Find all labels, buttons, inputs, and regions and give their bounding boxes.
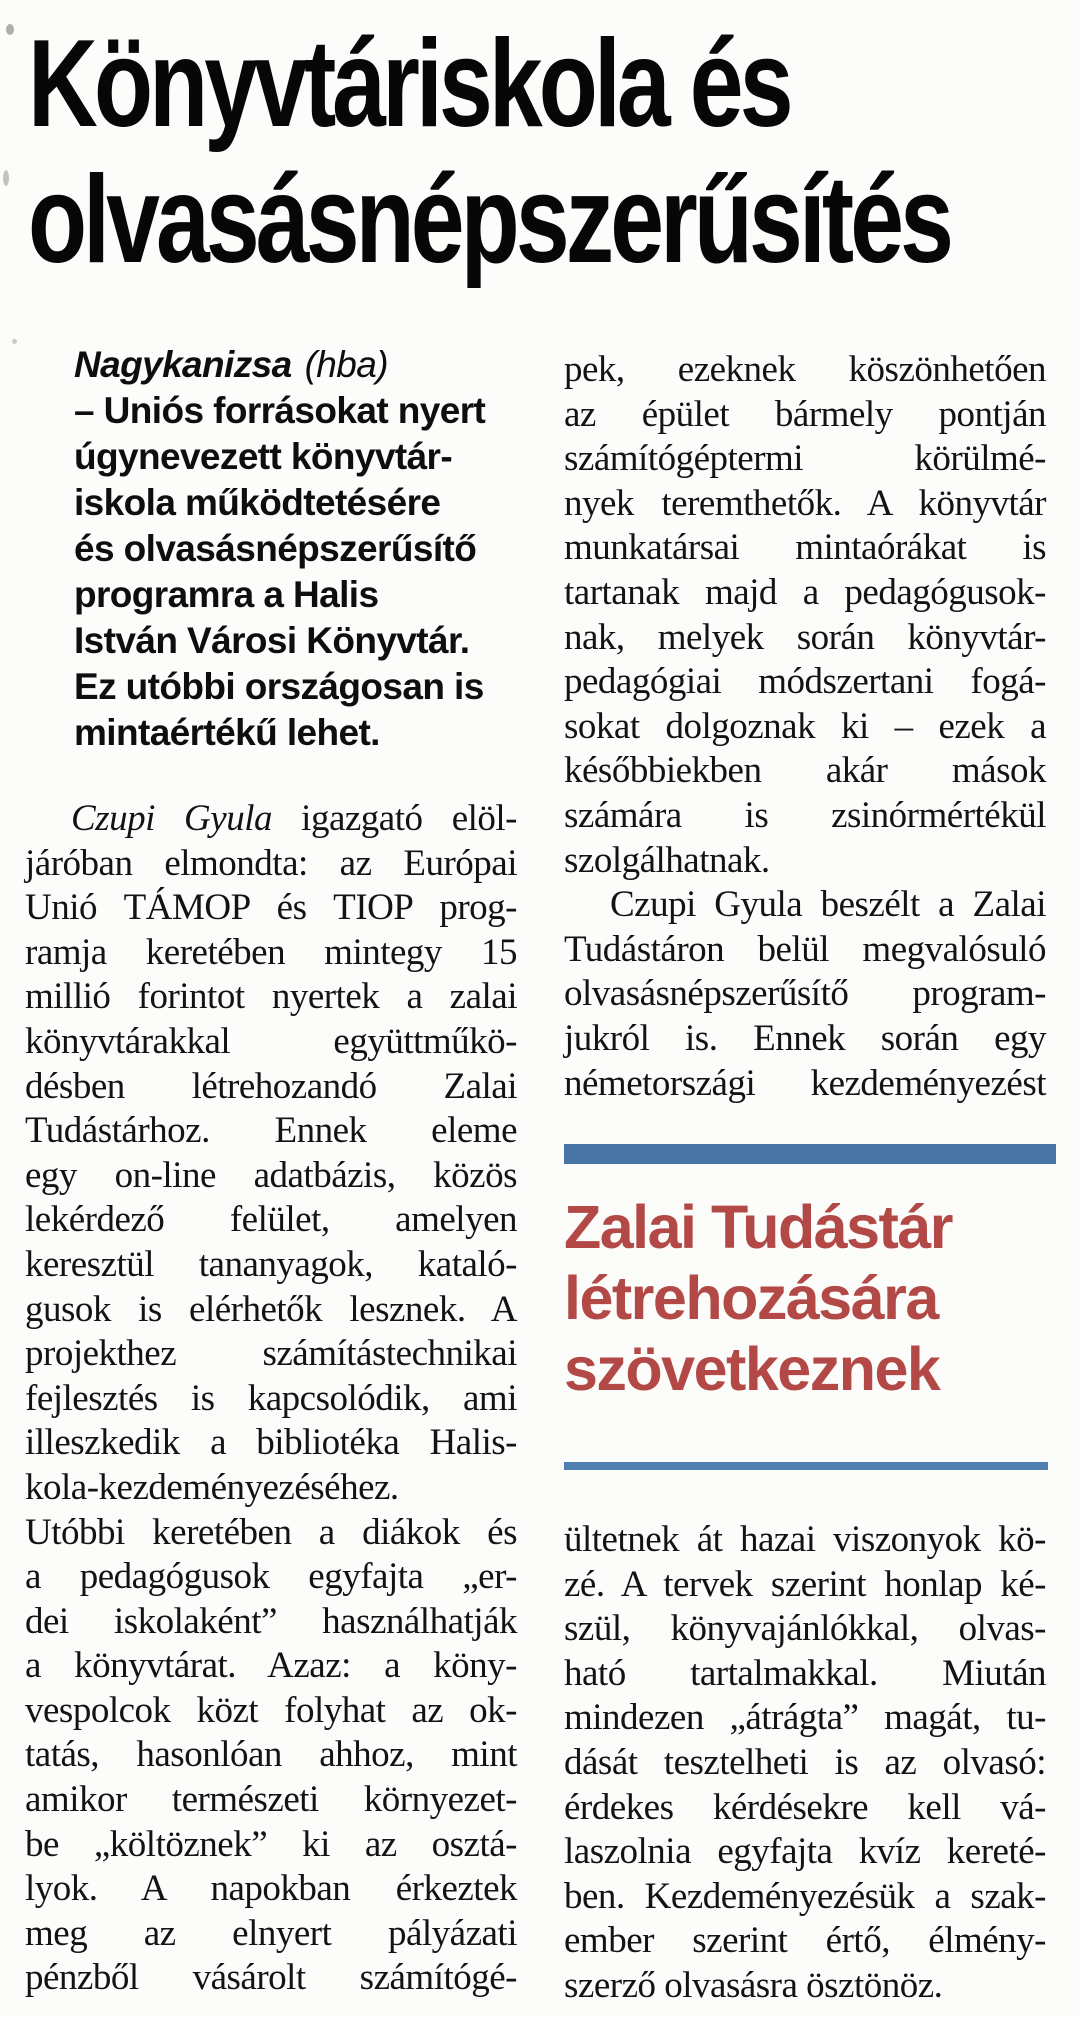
text-line: illeszkedik a bibliotéka Halis- <box>25 1422 517 1464</box>
text-line: a pedagógusok egyfajta „er- <box>25 1556 517 1598</box>
text-line: be „költöznek” ki az osztá- <box>25 1823 517 1865</box>
text-line: létrehozására <box>564 1264 938 1332</box>
text-line: tartanak majd a pedagógusok- <box>564 571 1046 613</box>
text-line: millió forintot nyertek a zalai <box>25 976 517 1018</box>
text-line: désben létrehozandó Zalai <box>25 1065 517 1107</box>
lead-lines <box>74 388 510 756</box>
crosshead-title <box>564 1192 1056 1405</box>
text-line: szolgálhatnak. <box>564 839 770 881</box>
text-line: munkatársai mintaórákat is <box>564 527 1046 569</box>
text-line: meg az elnyert pályázati <box>25 1912 517 1954</box>
text-line: az épület bármely pontján <box>564 393 1046 435</box>
text-line: nyek teremthetők. A könyvtár <box>564 482 1046 524</box>
text-line: Ez utóbbi országosan is <box>74 666 484 707</box>
scan-speck <box>3 170 9 186</box>
text-line: zé. A tervek szerint honlap ké- <box>564 1563 1046 1605</box>
text-line: úgynevezett könyvtár- <box>74 436 453 477</box>
text-line: iskola működtetésére <box>74 482 441 523</box>
text-line: Utóbbi keretében a diákok és <box>25 1511 517 1553</box>
text-line: németországi kezdeményezést <box>564 1062 1046 1104</box>
text-line: járóban elmondta: az Európai <box>25 842 517 884</box>
text-line: ható tartalmakkal. Miután <box>564 1652 1046 1694</box>
text-line: és olvasásnépszerűsítő <box>74 528 477 569</box>
text-line: Zalai Tudástár <box>564 1193 953 1261</box>
text-line: fejlesztés is kapcsolódik, ami <box>25 1377 517 1419</box>
left-column-body <box>25 797 517 2001</box>
text-line: projekthez számítástechnikai <box>25 1333 517 1375</box>
text-line: ramja keretében mintegy 15 <box>25 931 517 973</box>
text-line: amikor természeti környezet- <box>25 1779 517 1821</box>
text-line: jukról is. Ennek során egy <box>564 1017 1046 1059</box>
text-line: tatás, hasonlóan ahhoz, mint <box>25 1734 517 1776</box>
text-line <box>25 797 517 842</box>
right-column-bottom <box>564 1518 1046 2009</box>
article-headline <box>28 16 1080 288</box>
text-line: számítógéptermi körülmé- <box>564 438 1046 480</box>
lead-paragraph <box>74 342 510 756</box>
text-line: István Városi Könyvtár. <box>74 620 470 661</box>
text-line: – Uniós forrásokat nyert <box>74 390 486 431</box>
text-line: mindezen „átrágta” magát, tu- <box>564 1697 1046 1739</box>
crosshead-block <box>564 1144 1056 1470</box>
text-line: Tudástárhoz. Ennek eleme <box>25 1110 517 1152</box>
text-line: olvasásnépszerűsítő program- <box>564 973 1046 1015</box>
text-line: Tudástáron belül megvalósuló <box>564 928 1046 970</box>
text-line: dei iskolaként” használhatják <box>25 1600 517 1642</box>
text-line: laszolnia egyfajta kvíz kereté- <box>564 1831 1046 1873</box>
text-line: szerző olvasásra ösztönöz. <box>564 1964 943 2006</box>
text-line: a könyvtárat. Azaz: a köny- <box>25 1645 517 1687</box>
dateline-line <box>74 342 510 388</box>
text-line: érdekes kérdésekre kell vá- <box>564 1786 1046 1828</box>
dateline: Nagykanizsa <box>74 344 292 385</box>
divider-rule-bottom <box>564 1462 1048 1470</box>
text-line: Unió TÁMOP és TIOP prog- <box>25 887 517 929</box>
text-line: programra a Halis <box>74 574 379 615</box>
text-line: könyvtárakkal együttműkö- <box>25 1020 517 1062</box>
divider-rule-top <box>564 1144 1056 1164</box>
text-line: szövetkeznek <box>564 1335 940 1403</box>
text-line: dását tesztelheti is az olvasó: <box>564 1741 1046 1783</box>
text-line: ben. Kezdeményezésük a szak- <box>564 1875 1046 1917</box>
text-line: pek, ezeknek köszönhetően <box>564 349 1046 390</box>
headline-line-1: Könyvtáriskola és <box>28 15 790 153</box>
text-line: későbbiekben akár mások <box>564 750 1046 792</box>
text-line: mintaértékű lehet. <box>74 712 380 753</box>
text-line: szül, könyvajánlókkal, olvas- <box>564 1608 1046 1650</box>
text-line: nak, melyek során könyvtár- <box>564 616 1046 658</box>
text-line: számára is zsinórmértékül <box>564 794 1046 836</box>
right-column-top <box>564 348 1046 1106</box>
text-run: igazgató elöl- <box>271 798 517 839</box>
byline-credit: (hba) <box>304 344 388 385</box>
text-line: ember szerint értő, élmény- <box>564 1920 1046 1962</box>
text-line: lyok. A napokban érkeztek <box>25 1868 517 1910</box>
headline-line-2: olvasásnépszerűsítés <box>28 151 950 289</box>
text-line: Czupi Gyula beszélt a Zalai <box>610 884 1046 926</box>
text-line: keresztül tananyagok, kataló- <box>25 1243 517 1285</box>
scan-speck <box>6 24 14 35</box>
text-line: ültetnek át hazai viszonyok kö- <box>564 1519 1046 1560</box>
text-line: gusok is elérhetők lesznek. A <box>25 1288 517 1330</box>
text-line: kola-kezdeményezéséhez. <box>25 1466 399 1508</box>
text-line: sokat dolgoznak ki – ezek a <box>564 705 1046 747</box>
text-line: pedagógiai módszertani fogá- <box>564 661 1046 703</box>
scan-speck <box>12 339 17 344</box>
person-name: Czupi Gyula <box>71 798 272 839</box>
text-line: egy on-line adatbázis, közös <box>25 1154 517 1196</box>
text-line: lekérdező felület, amelyen <box>25 1199 517 1241</box>
text-line: pénzből vásárolt számítógé- <box>25 1957 517 1999</box>
text-line: vespolcok közt folyhat az ok- <box>25 1689 517 1731</box>
